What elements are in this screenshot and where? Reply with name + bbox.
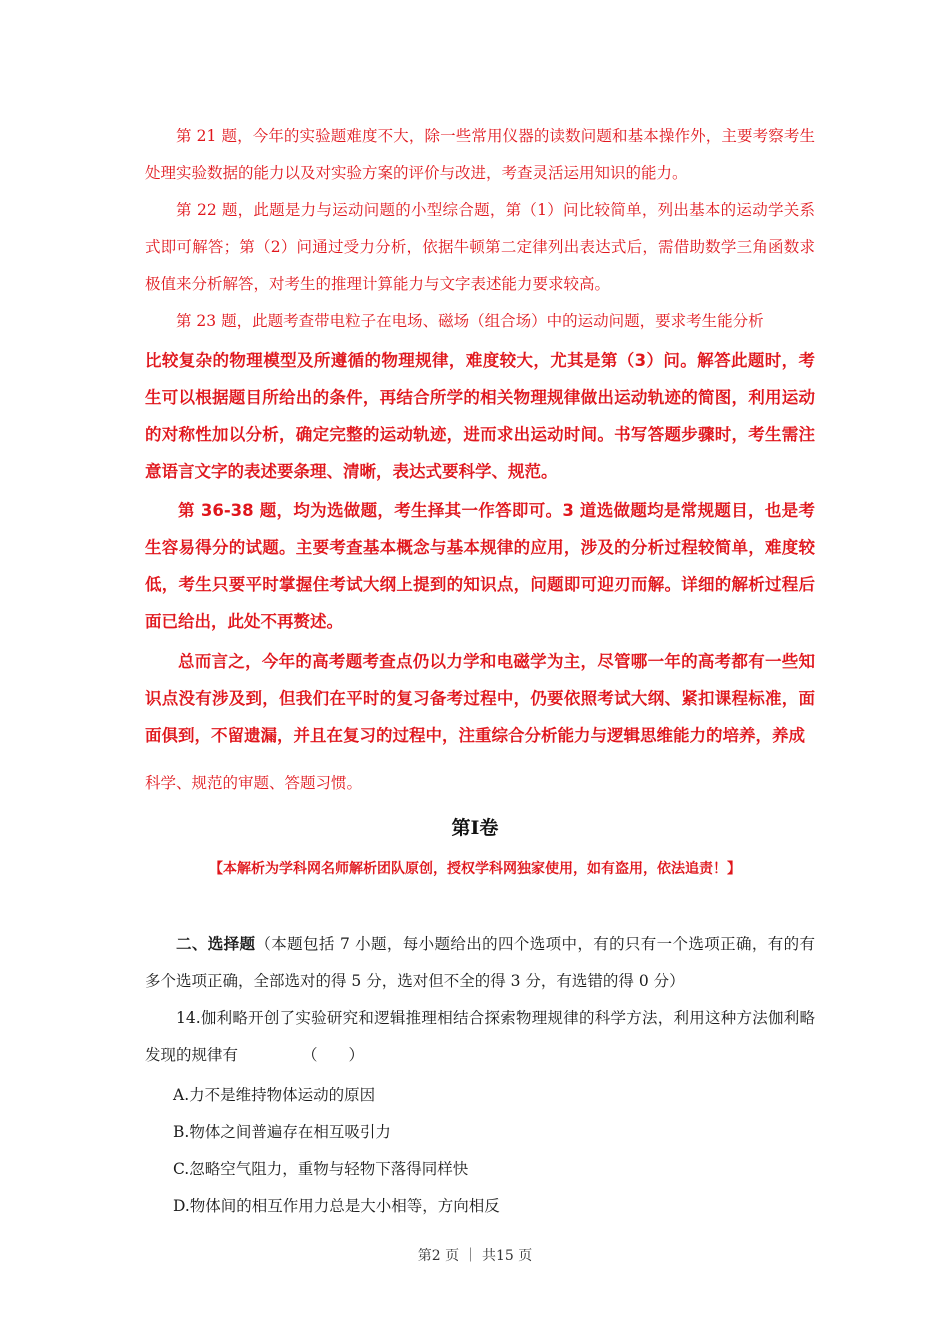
analysis-paragraph-q21: 第 21 题，今年的实验题难度不大，除一些常用仪器的读数问题和基本操作外，主要考察考生处理实验数据的能力以及对实验方案的评价与改进，考查灵活运用知识的能力。 — [145, 127, 815, 182]
option-b: B.物体之间普遍存在相互吸引力 — [173, 1123, 391, 1141]
option-d: D.物体间的相互作用力总是大小相等，方向相反 — [173, 1197, 500, 1215]
analysis-summary: 总而言之，今年的高考题考查点仍以力学和电磁学为主，尽管哪一年的高考都有一些知识点没有涉及到，但我们在平时的复习备考过程中，仍要依照考试大纲、紧扣课程标准，面面俱到，不留遗漏，并且在复习的过程中，注重综合分析能力与逻辑思维能力的培养，养成 — [145, 652, 815, 745]
page-footer: 第2 页 ｜ 共15 页 — [417, 1248, 533, 1264]
question-14-stem — [145, 1000, 815, 1074]
analysis-paragraph-q23-rest: 比较复杂的物理模型及所遵循的物理规律，难度较大，尤其是第（3）问。解答此题时，考生可以根据题目所给出的条件，再结合所学的相关物理规律做出运动轨迹的简图，利用运动的对称性加以分析，确定完整的运动轨迹，进而求出运动时间。书写答题步骤时，考生需注意语言文字的表述要条理、清晰，表达式要科学、规范。 — [145, 351, 815, 481]
option-a: A.力不是维持物体运动的原因 — [173, 1086, 376, 1104]
question-14-text: 14.伽利略开创了实验研究和逻辑推理相结合探索物理规律的科学方法，利用这种方法伽利略发现的规律有 — [145, 1009, 815, 1064]
analysis-summary-end: 科学、规范的审题、答题习惯。 — [145, 774, 363, 792]
option-c: C.忽略空气阻力，重物与轻物下落得同样快 — [173, 1160, 469, 1178]
analysis-paragraph-q23-first-line: 第 23 题，此题考查带电粒子在电场、磁场（组合场）中的运动问题，要求考生能分析 — [176, 312, 764, 330]
analysis-paragraph-q22: 第 22 题，此题是力与运动问题的小型综合题，第（1）问比较简单，列出基本的运动学关系式即可解答；第（2）问通过受力分析，依据牛顿第二定律列出表达式后，需借助数学三角函数求极值来分析解答，对考生的推理计算能力与文字表述能力要求较高。 — [145, 201, 815, 293]
section-title: 第I卷 — [451, 817, 499, 839]
question-section-heading: 二、选择题 — [176, 934, 256, 953]
question-section-intro — [145, 925, 815, 1000]
analysis-paragraph-q36-38: 第 36-38 题，均为选做题，考生择其一作答即可。3 道选做题均是常规题目，也是考生容易得分的试题。主要考查基本概念与基本规律的应用，涉及的分析过程较简单，难度较低，考生只要平时掌握住考试大纲上提到的知识点，问题即可迎刃而解。详细的解析过程后面已给出，此处不再赘述。 — [145, 501, 815, 631]
answer-blank: （ ） — [302, 1046, 365, 1064]
copyright-notice: 【本解析为学科网名师解析团队原创，授权学科网独家使用，如有盗用，依法追责！】 — [209, 861, 741, 877]
question-section-instructions: （本题包括 7 小题，每小题给出的四个选项中，有的只有一个选项正确，有的有多个选项正确，全部选对的得 5 分，选对但不全的得 3 分，有选错的得 0 分） — [145, 935, 815, 990]
